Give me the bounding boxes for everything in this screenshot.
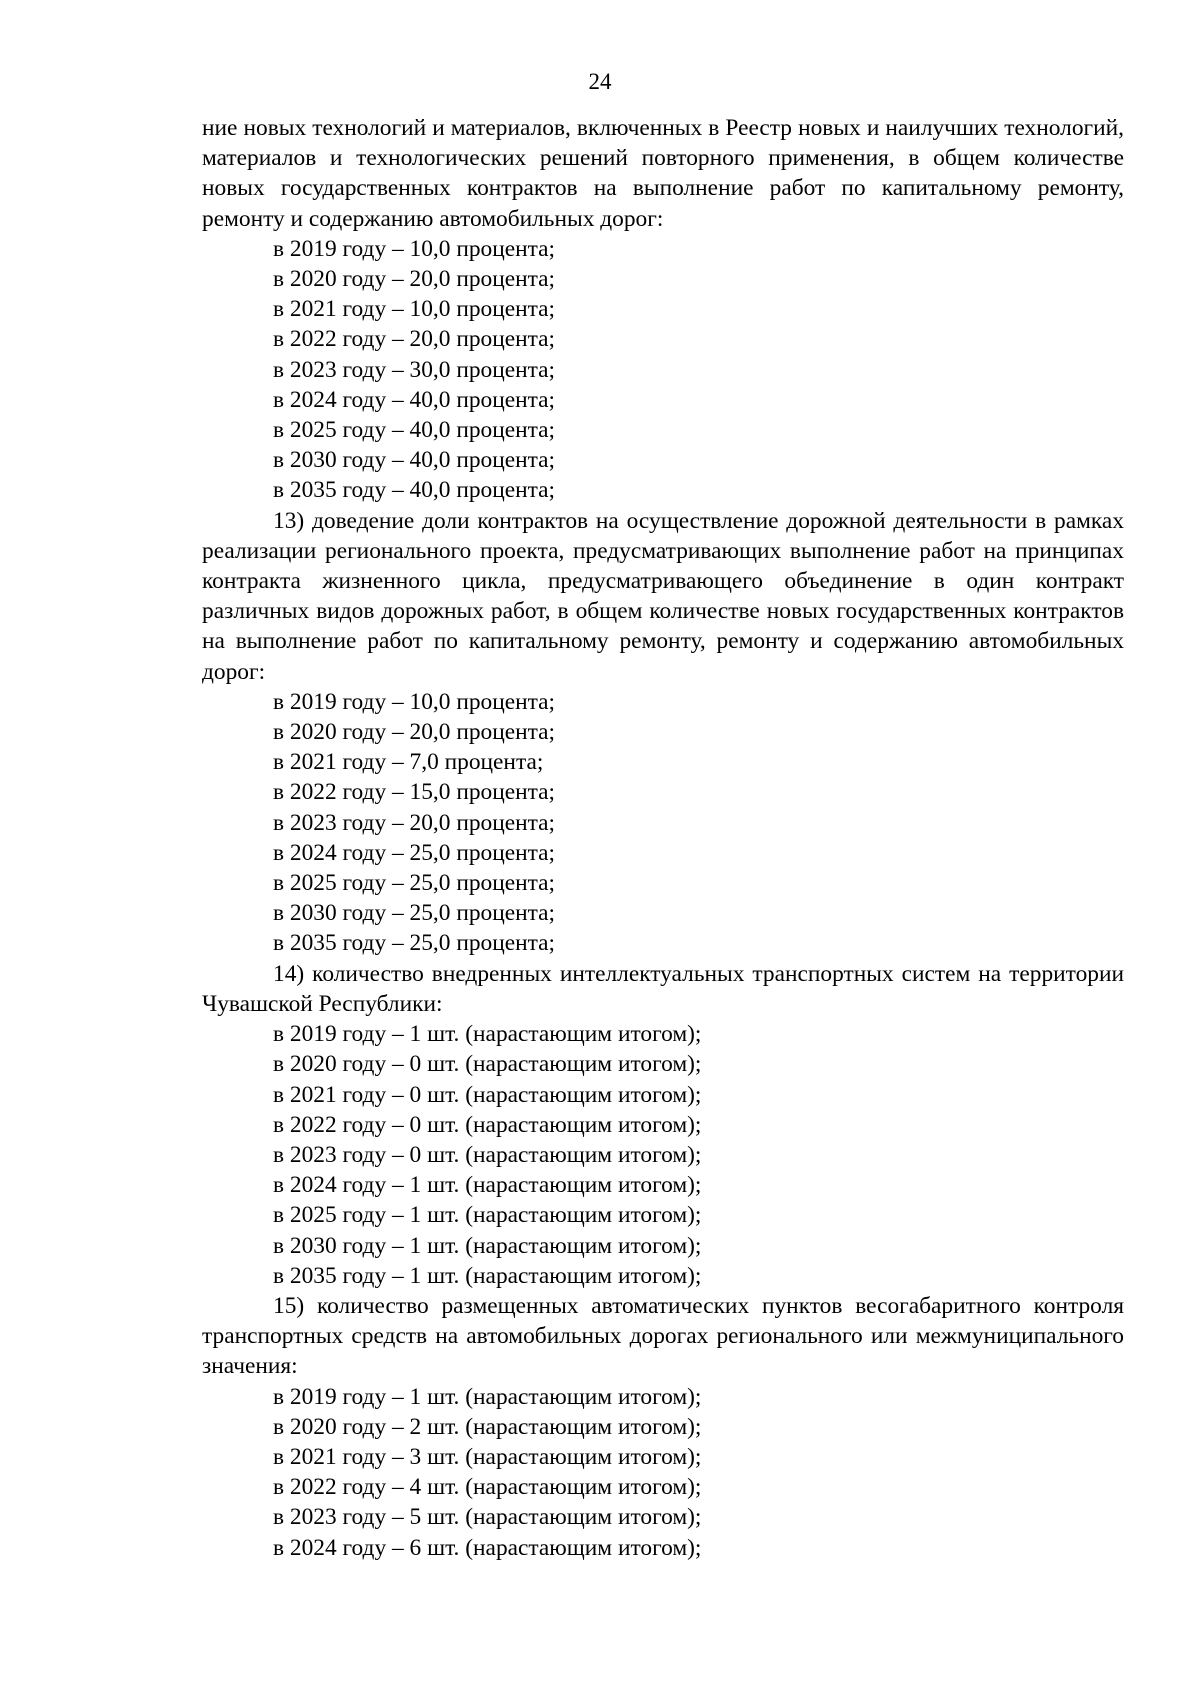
document-body bbox=[202, 113, 1124, 1563]
list-item: в 2024 году – 6 шт. (нарастающим итогом); bbox=[273, 1534, 702, 1561]
list-item: в 2022 году – 4 шт. (нарастающим итогом); bbox=[273, 1474, 702, 1501]
list-item: в 2021 году – 7,0 процента; bbox=[273, 749, 544, 776]
list-item: в 2021 году – 0 шт. (нарастающим итогом); bbox=[273, 1081, 702, 1108]
list-item: в 2025 году – 1 шт. (нарастающим итогом); bbox=[273, 1202, 702, 1229]
section-intro: ние новых технологий и материалов, включенных в Реестр новых и наилучших технологий, материалов и технологических решений повторного применения, в общем количестве новых государственных контрактов на выполнение работ по капитальному ремонту, ремонту и содержанию автомобильных дорог: bbox=[202, 115, 1124, 232]
list-item: в 2035 году – 25,0 процента; bbox=[273, 930, 556, 957]
list-item: в 2035 году – 40,0 процента; bbox=[273, 477, 556, 504]
list-item: в 2021 году – 3 шт. (нарастающим итогом); bbox=[273, 1443, 702, 1470]
list-item: в 2023 году – 5 шт. (нарастающим итогом); bbox=[273, 1504, 702, 1531]
section-intro: 14) количество внедренных интеллектуальных транспортных систем на территории Чувашской Республики: bbox=[202, 960, 1124, 1017]
section-14 bbox=[202, 959, 1124, 1291]
list-item: в 2022 году – 0 шт. (нарастающим итогом); bbox=[273, 1111, 702, 1138]
list-item: в 2030 году – 25,0 процента; bbox=[273, 900, 556, 927]
list-item: в 2024 году – 25,0 процента; bbox=[273, 839, 556, 866]
list-item: в 2022 году – 20,0 процента; bbox=[273, 326, 556, 353]
list-item: в 2024 году – 40,0 процента; bbox=[273, 386, 556, 413]
section-intro: 15) количество размещенных автоматических пунктов весогабаритного контроля транспортных средств на автомобильных дорогах регионального или межмуниципального значения: bbox=[202, 1292, 1124, 1380]
list-item: в 2020 году – 20,0 процента; bbox=[273, 266, 556, 293]
list-item: в 2023 году – 20,0 процента; bbox=[273, 809, 556, 836]
list-item: в 2020 году – 2 шт. (нарастающим итогом); bbox=[273, 1413, 702, 1440]
list-item: в 2023 году – 30,0 процента; bbox=[273, 356, 556, 383]
page-number: 24 bbox=[588, 69, 612, 94]
list-item: в 2019 году – 10,0 процента; bbox=[273, 235, 556, 262]
list-item: в 2022 году – 15,0 процента; bbox=[273, 779, 556, 806]
section-15 bbox=[202, 1291, 1124, 1563]
list-item: в 2019 году – 1 шт. (нарастающим итогом); bbox=[273, 1383, 702, 1410]
list-item: в 2020 году – 0 шт. (нарастающим итогом); bbox=[273, 1051, 702, 1078]
section-13 bbox=[202, 506, 1124, 959]
list-item: в 2035 году – 1 шт. (нарастающим итогом); bbox=[273, 1262, 702, 1289]
list-item: в 2024 году – 1 шт. (нарастающим итогом); bbox=[273, 1172, 702, 1199]
section-12-continuation bbox=[202, 113, 1124, 506]
list-item: в 2025 году – 40,0 процента; bbox=[273, 417, 556, 444]
section-intro: 13) доведение доли контрактов на осуществление дорожной деятельности в рамках реализации регионального проекта, предусматривающих выполнение работ на принципах контракта жизненного цикла, предусматривающего объединение в один контракт различных видов дорожных работ, в общем количестве новых государственных контрактов на выполнение работ по капитальному ремонту, ремонту и содержанию автомобильных дорог: bbox=[202, 507, 1124, 685]
list-item: в 2019 году – 1 шт. (нарастающим итогом); bbox=[273, 1021, 702, 1048]
list-item: в 2021 году – 10,0 процента; bbox=[273, 296, 556, 323]
list-item: в 2030 году – 1 шт. (нарастающим итогом); bbox=[273, 1232, 702, 1259]
list-item: в 2020 году – 20,0 процента; bbox=[273, 719, 556, 746]
list-item: в 2030 году – 40,0 процента; bbox=[273, 447, 556, 474]
list-item: в 2019 году – 10,0 процента; bbox=[273, 688, 556, 715]
list-item: в 2025 году – 25,0 процента; bbox=[273, 870, 556, 897]
list-item: в 2023 году – 0 шт. (нарастающим итогом); bbox=[273, 1141, 702, 1168]
